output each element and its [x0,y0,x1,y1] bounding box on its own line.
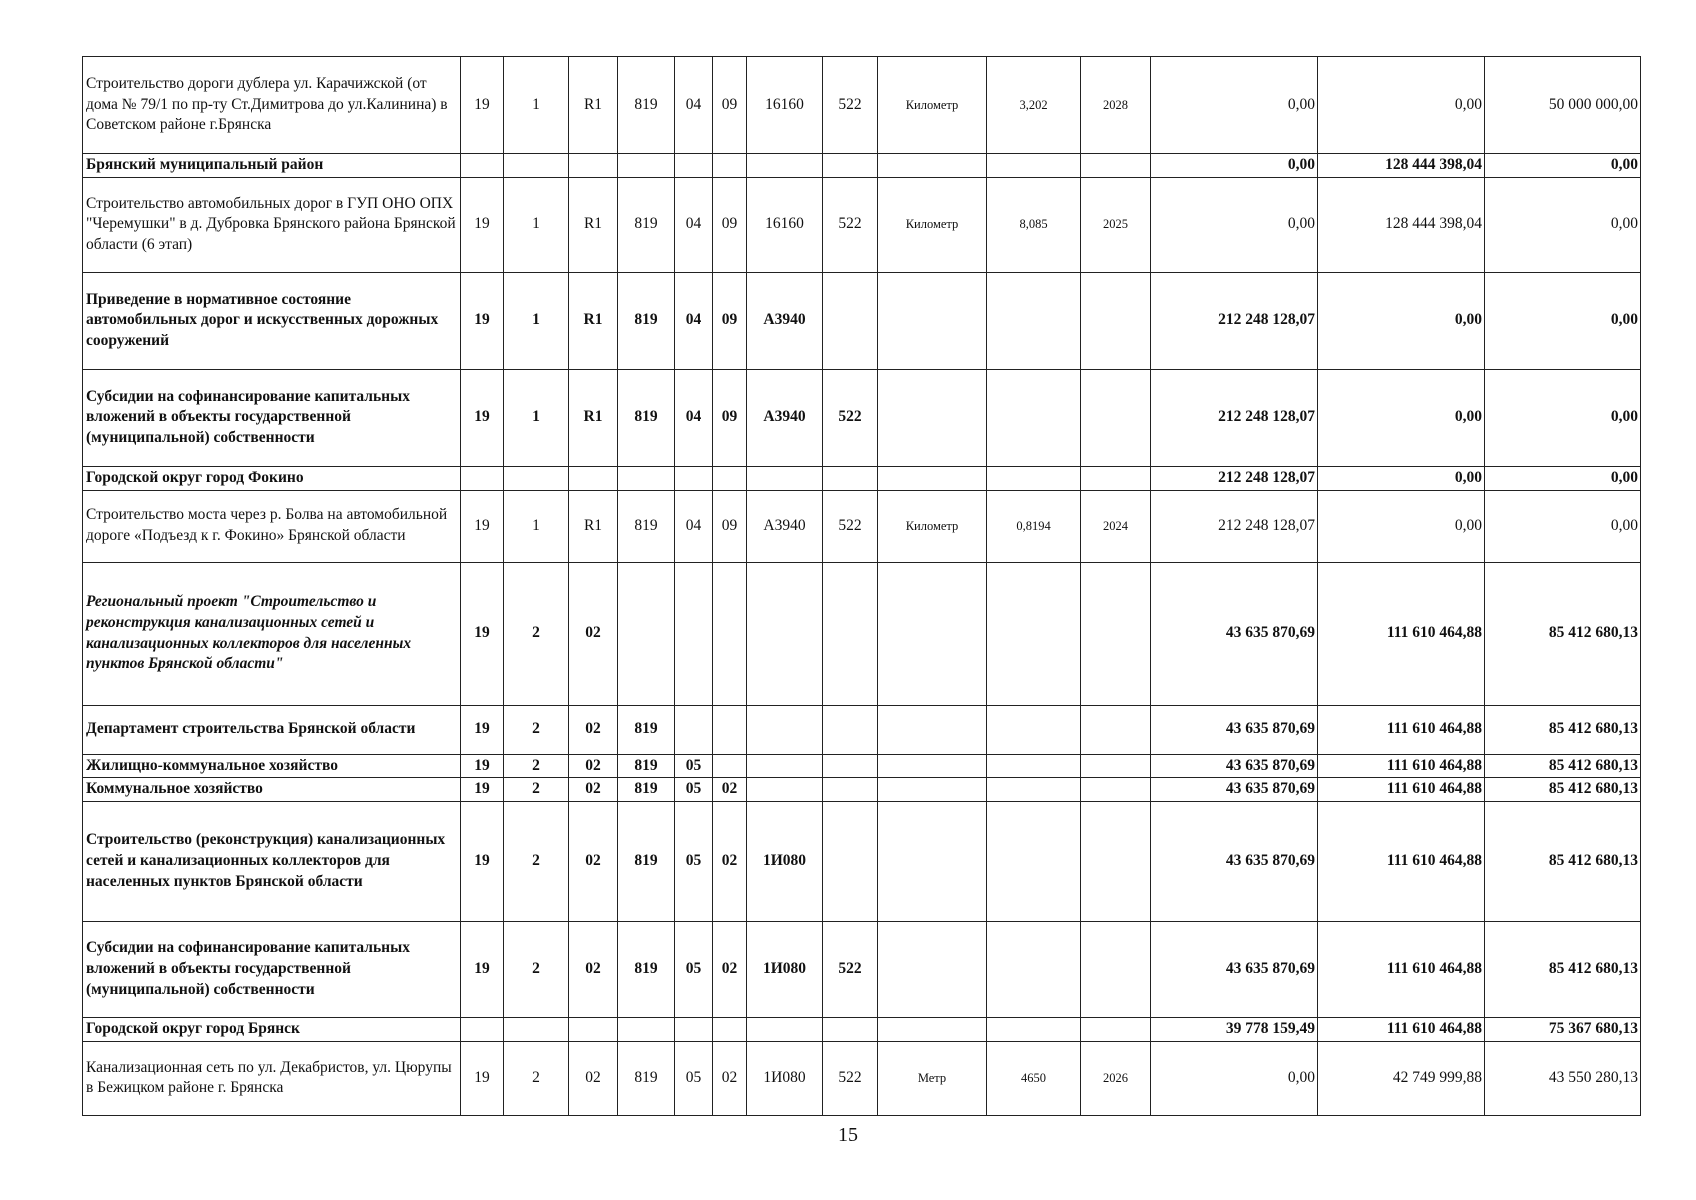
cell-subprogram: 2 [504,705,569,754]
cell-capacity [987,466,1081,490]
cell-project [569,1018,618,1042]
cell-subsection [713,754,747,778]
cell-amount-1: 0,00 [1151,177,1318,272]
cell-amount-3: 85 412 680,13 [1485,754,1641,778]
table-row [83,272,1641,369]
cell-project: 02 [569,802,618,922]
cell-unit [878,154,987,178]
cell-year [1081,562,1151,705]
cell-amount-2: 0,00 [1318,57,1485,154]
cell-amount-2: 0,00 [1318,490,1485,562]
cell-amount-1: 43 635 870,69 [1151,562,1318,705]
cell-subsection: 09 [713,177,747,272]
cell-amount-2: 111 610 464,88 [1318,922,1485,1018]
cell-subprogram: 1 [504,177,569,272]
cell-year [1081,466,1151,490]
cell-program: 19 [461,177,504,272]
cell-subsection: 02 [713,802,747,922]
cell-year [1081,922,1151,1018]
cell-ministry: 819 [618,754,675,778]
budget-table [82,56,1641,1116]
row-name: Коммунальное хозяйство [83,778,461,802]
cell-program: 19 [461,490,504,562]
cell-ministry: 819 [618,802,675,922]
cell-unit [878,705,987,754]
cell-subprogram: 1 [504,57,569,154]
cell-program: 19 [461,57,504,154]
cell-direction: 16160 [747,177,823,272]
cell-year [1081,154,1151,178]
cell-section: 04 [675,490,713,562]
cell-capacity [987,369,1081,466]
cell-year: 2028 [1081,57,1151,154]
cell-direction [747,754,823,778]
cell-ministry: 819 [618,1041,675,1115]
cell-amount-2: 128 444 398,04 [1318,177,1485,272]
cell-ministry: 819 [618,705,675,754]
table-row [83,1018,1641,1042]
cell-amount-3: 0,00 [1485,466,1641,490]
cell-expense-type [823,705,878,754]
cell-unit [878,562,987,705]
cell-project: 02 [569,778,618,802]
cell-amount-3: 43 550 280,13 [1485,1041,1641,1115]
cell-section [675,154,713,178]
cell-capacity [987,154,1081,178]
cell-section: 05 [675,802,713,922]
cell-expense-type [823,802,878,922]
table-row [83,1041,1641,1115]
cell-section [675,466,713,490]
cell-amount-1: 0,00 [1151,154,1318,178]
cell-amount-3: 85 412 680,13 [1485,562,1641,705]
cell-unit [878,802,987,922]
cell-program [461,466,504,490]
cell-unit [878,466,987,490]
cell-amount-3: 50 000 000,00 [1485,57,1641,154]
row-name: Субсидии на софинансирование капитальных вложений в объекты государственной (муниципальной) собственности [83,369,461,466]
cell-section: 05 [675,754,713,778]
row-name: Строительство (реконструкция) канализационных сетей и канализационных коллекторов для населенных пунктов Брянской области [83,802,461,922]
cell-expense-type [823,778,878,802]
cell-amount-1: 212 248 128,07 [1151,466,1318,490]
cell-capacity [987,922,1081,1018]
cell-unit [878,369,987,466]
cell-amount-1: 0,00 [1151,57,1318,154]
cell-subsection [713,154,747,178]
cell-amount-3: 85 412 680,13 [1485,778,1641,802]
cell-program: 19 [461,1041,504,1115]
cell-unit [878,272,987,369]
cell-amount-3: 0,00 [1485,177,1641,272]
cell-year: 2026 [1081,1041,1151,1115]
table-row [83,154,1641,178]
cell-subsection: 02 [713,922,747,1018]
cell-ministry [618,1018,675,1042]
cell-subprogram [504,466,569,490]
cell-section: 05 [675,778,713,802]
cell-project: 02 [569,922,618,1018]
cell-amount-1: 43 635 870,69 [1151,922,1318,1018]
cell-section: 04 [675,57,713,154]
cell-capacity [987,705,1081,754]
cell-expense-type [823,754,878,778]
cell-amount-1: 43 635 870,69 [1151,705,1318,754]
cell-expense-type: 522 [823,490,878,562]
cell-amount-2: 111 610 464,88 [1318,562,1485,705]
cell-subsection [713,1018,747,1042]
row-name: Городской округ город Брянск [83,1018,461,1042]
cell-capacity: 8,085 [987,177,1081,272]
cell-expense-type [823,272,878,369]
cell-program: 19 [461,369,504,466]
cell-ministry: 819 [618,177,675,272]
page-number: 15 [838,1124,858,1146]
cell-direction [747,154,823,178]
cell-year [1081,778,1151,802]
cell-amount-3: 0,00 [1485,154,1641,178]
cell-ministry: 819 [618,272,675,369]
cell-direction [747,705,823,754]
cell-amount-1: 43 635 870,69 [1151,754,1318,778]
cell-year [1081,1018,1151,1042]
cell-subprogram: 2 [504,802,569,922]
cell-direction: 1И080 [747,802,823,922]
table-row [83,177,1641,272]
cell-amount-2: 111 610 464,88 [1318,754,1485,778]
cell-program: 19 [461,802,504,922]
row-name: Региональный проект "Строительство и реконструкция канализационных сетей и канализационных коллекторов для населенных пунктов Брянской области" [83,562,461,705]
cell-expense-type: 522 [823,1041,878,1115]
cell-expense-type: 522 [823,57,878,154]
cell-unit [878,778,987,802]
cell-section: 04 [675,272,713,369]
cell-amount-2: 111 610 464,88 [1318,705,1485,754]
cell-project: 02 [569,1041,618,1115]
cell-subsection: 09 [713,369,747,466]
cell-program: 19 [461,272,504,369]
cell-subsection [713,562,747,705]
table-row [83,57,1641,154]
cell-amount-3: 0,00 [1485,490,1641,562]
row-name: Городской округ город Фокино [83,466,461,490]
cell-year [1081,754,1151,778]
cell-amount-3: 0,00 [1485,369,1641,466]
cell-ministry: 819 [618,490,675,562]
cell-subprogram: 2 [504,562,569,705]
cell-amount-1: 43 635 870,69 [1151,778,1318,802]
cell-section [675,705,713,754]
cell-year [1081,369,1151,466]
cell-ministry: 819 [618,778,675,802]
cell-expense-type [823,154,878,178]
cell-subprogram: 2 [504,754,569,778]
cell-amount-1: 0,00 [1151,1041,1318,1115]
cell-unit: Километр [878,490,987,562]
cell-amount-1: 43 635 870,69 [1151,802,1318,922]
cell-amount-1: 212 248 128,07 [1151,490,1318,562]
row-name: Строительство моста через р. Болва на автомобильной дороге «Подъезд к г. Фокино» Брянской области [83,490,461,562]
cell-amount-3: 0,00 [1485,272,1641,369]
cell-capacity [987,272,1081,369]
cell-capacity: 3,202 [987,57,1081,154]
cell-direction: А3940 [747,490,823,562]
cell-amount-3: 85 412 680,13 [1485,802,1641,922]
cell-unit: Метр [878,1041,987,1115]
cell-project: R1 [569,490,618,562]
cell-capacity [987,802,1081,922]
cell-subprogram [504,154,569,178]
cell-subprogram: 2 [504,778,569,802]
row-name: Строительство автомобильных дорог в ГУП ОНО ОПХ "Черемушки" в д. Дубровка Брянского района Брянской области (6 этап) [83,177,461,272]
cell-subprogram: 2 [504,922,569,1018]
cell-subsection: 09 [713,57,747,154]
cell-subsection [713,466,747,490]
cell-project: 02 [569,562,618,705]
cell-expense-type [823,1018,878,1042]
cell-subsection: 02 [713,1041,747,1115]
cell-project: R1 [569,57,618,154]
cell-program: 19 [461,754,504,778]
cell-subprogram: 1 [504,369,569,466]
cell-year [1081,802,1151,922]
cell-unit [878,922,987,1018]
cell-subprogram [504,1018,569,1042]
cell-expense-type: 522 [823,922,878,1018]
cell-amount-3: 85 412 680,13 [1485,922,1641,1018]
cell-program [461,1018,504,1042]
table-row [83,369,1641,466]
row-name: Жилищно-коммунальное хозяйство [83,754,461,778]
row-name: Брянский муниципальный район [83,154,461,178]
cell-year: 2025 [1081,177,1151,272]
cell-ministry: 819 [618,922,675,1018]
cell-project [569,466,618,490]
cell-expense-type [823,466,878,490]
cell-direction [747,778,823,802]
cell-ministry [618,154,675,178]
cell-section: 04 [675,369,713,466]
row-name: Приведение в нормативное состояние автомобильных дорог и искусственных дорожных сооружений [83,272,461,369]
cell-direction: А3940 [747,272,823,369]
cell-section: 05 [675,922,713,1018]
cell-ministry [618,562,675,705]
cell-section [675,1018,713,1042]
row-name: Строительство дороги дублера ул. Карачижской (от дома № 79/1 по пр-ту Ст.Димитрова до ул.Калинина) в Советском районе г.Брянска [83,57,461,154]
cell-amount-2: 111 610 464,88 [1318,778,1485,802]
cell-program: 19 [461,562,504,705]
cell-capacity [987,754,1081,778]
cell-ministry: 819 [618,369,675,466]
table-row [83,922,1641,1018]
cell-amount-2: 0,00 [1318,272,1485,369]
cell-direction [747,466,823,490]
cell-amount-2: 42 749 999,88 [1318,1041,1485,1115]
cell-direction: 1И080 [747,922,823,1018]
cell-direction: 16160 [747,57,823,154]
cell-subsection: 02 [713,778,747,802]
cell-section [675,562,713,705]
cell-ministry: 819 [618,57,675,154]
cell-project: R1 [569,369,618,466]
cell-unit [878,754,987,778]
cell-amount-1: 39 778 159,49 [1151,1018,1318,1042]
cell-year [1081,705,1151,754]
cell-program: 19 [461,778,504,802]
table-row [83,562,1641,705]
cell-section: 04 [675,177,713,272]
cell-amount-1: 212 248 128,07 [1151,369,1318,466]
cell-amount-1: 212 248 128,07 [1151,272,1318,369]
cell-amount-3: 75 367 680,13 [1485,1018,1641,1042]
cell-expense-type [823,562,878,705]
cell-program [461,154,504,178]
cell-program: 19 [461,705,504,754]
table-row [83,802,1641,922]
cell-capacity: 0,8194 [987,490,1081,562]
cell-capacity: 4650 [987,1041,1081,1115]
cell-direction [747,562,823,705]
cell-amount-2: 0,00 [1318,369,1485,466]
cell-amount-3: 85 412 680,13 [1485,705,1641,754]
cell-direction: А3940 [747,369,823,466]
cell-subsection: 09 [713,490,747,562]
cell-section: 05 [675,1041,713,1115]
cell-unit: Километр [878,57,987,154]
cell-amount-2: 111 610 464,88 [1318,802,1485,922]
cell-subprogram: 2 [504,1041,569,1115]
cell-project [569,154,618,178]
cell-direction [747,1018,823,1042]
cell-amount-2: 111 610 464,88 [1318,1018,1485,1042]
cell-project: 02 [569,754,618,778]
cell-project: R1 [569,177,618,272]
cell-capacity [987,778,1081,802]
row-name: Департамент строительства Брянской области [83,705,461,754]
table-row [83,466,1641,490]
cell-capacity [987,1018,1081,1042]
cell-direction: 1И080 [747,1041,823,1115]
cell-unit: Километр [878,177,987,272]
cell-subprogram: 1 [504,272,569,369]
cell-capacity [987,562,1081,705]
table-row [83,778,1641,802]
table-row [83,754,1641,778]
table-row [83,490,1641,562]
cell-subsection: 09 [713,272,747,369]
row-name: Субсидии на софинансирование капитальных вложений в объекты государственной (муниципальной) собственности [83,922,461,1018]
table-row [83,705,1641,754]
cell-program: 19 [461,922,504,1018]
cell-expense-type: 522 [823,369,878,466]
cell-expense-type: 522 [823,177,878,272]
cell-subprogram: 1 [504,490,569,562]
cell-year: 2024 [1081,490,1151,562]
cell-subsection [713,705,747,754]
cell-year [1081,272,1151,369]
cell-unit [878,1018,987,1042]
cell-amount-2: 0,00 [1318,466,1485,490]
cell-project: 02 [569,705,618,754]
row-name: Канализационная сеть по ул. Декабристов, ул. Цюрупы в Бежицком районе г. Брянска [83,1041,461,1115]
cell-project: R1 [569,272,618,369]
cell-amount-2: 128 444 398,04 [1318,154,1485,178]
cell-ministry [618,466,675,490]
